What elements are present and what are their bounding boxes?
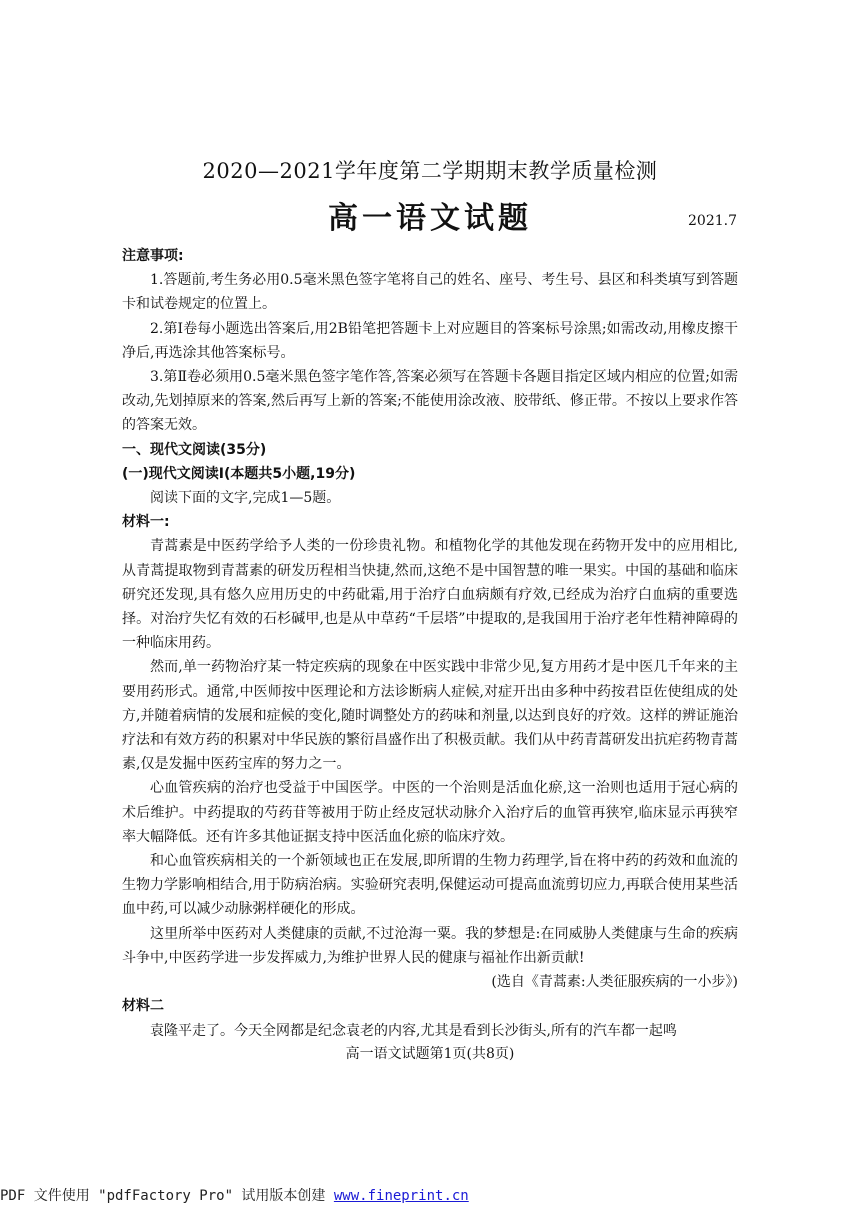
material1-source: (选自《青蒿素:人类征服疾病的一小步》) <box>491 974 738 991</box>
page-number: 高一语文试题第1页(共8页) <box>345 1046 515 1062</box>
notice-item: 2.第Ⅰ卷每小题选出答案后,用2B铅笔把答题卡上对应题目的答案标号涂黑;如需改动,用橡皮擦干净后,再选涂其他答案标号。 <box>122 320 738 361</box>
exam-title: 2020—2021学年度第二学期期末教学质量检测 <box>202 159 658 183</box>
material1-paragraph: 和心血管疾病相关的一个新领域也正在发展,即所谓的生物力药理学,旨在将中药的药效和血流的生物力学影响相结合,用于防病治病。实验研究表明,保健运动可提高血流剪切应力,再联合使用某些活血中药,可以减少动脉粥样硬化的形成。 <box>122 853 738 918</box>
pdf-watermark <box>0 1185 469 1205</box>
exam-subtitle: 高一语文试题 <box>328 201 532 236</box>
material2-label: 材料二 <box>122 998 164 1015</box>
material1-label: 材料一: <box>122 514 170 531</box>
section-sub-heading: (一)现代文阅读Ⅰ(本题共5小题,19分) <box>122 465 356 482</box>
material1-paragraph: 青蒿素是中医药学给予人类的一份珍贵礼物。和植物化学的其他发现在药物开发中的应用相比,从青蒿提取物到青蒿素的研发历程相当快捷,然而,这绝不是中国智慧的唯一果实。中国的基础和临床研究还发现,具有悠久应用历史的中药砒霜,用于治疗白血病颇有疗效,已经成为治疗白血病的重要选择。对治疗失忆有效的石杉碱甲,也是从中草药“千层塔”中提取的,是我国用于治疗老年性精神障碍的一种临床用药。 <box>122 538 738 652</box>
notice-item: 3.第Ⅱ卷必须用0.5毫米黑色签字笔作答,答案必须写在答题卡各题目指定区域内相应的位置;如需改动,先划掉原来的答案,然后再写上新的答案;不能使用涂改液、胶带纸、修正带。不按以上要求作答的答案无效。 <box>122 369 738 434</box>
material2-first-line: 袁隆平走了。今天全网都是纪念袁老的内容,尤其是看到长沙街头,所有的汽车都一起鸣 <box>150 1022 677 1039</box>
material1-paragraph: 这里所举中医药对人类健康的贡献,不过沧海一粟。我的梦想是:在同威胁人类健康与生命的疾病斗争中,中医药学进一步发挥威力,为维护世界人民的健康与福祉作出新贡献! <box>122 925 738 966</box>
notice-heading: 注意事项: <box>122 248 184 264</box>
exam-date: 2021.7 <box>688 213 737 229</box>
material1-paragraph: 心血管疾病的治疗也受益于中国医学。中医的一个治则是活血化瘀,这一治则也适用于冠心病的术后维护。中药提取的芍药苷等被用于防止经皮冠状动脉介入治疗后的血管再狭窄,临床显示再狭窄率大幅降低。还有许多其他证据支持中医活血化瘀的临床疗效。 <box>122 780 738 845</box>
watermark-link[interactable]: www.fineprint.cn <box>333 1188 469 1204</box>
section-heading: 一、现代文阅读(35分) <box>122 441 267 458</box>
material1-paragraph: 然而,单一药物治疗某一特定疾病的现象在中医实践中非常少见,复方用药才是中医几千年来的主要用药形式。通常,中医师按中医理论和方法诊断病人症候,对症开出由多种中药按君臣佐使组成的处方,并随着病情的发展和症候的变化,随时调整处方的药味和剂量,以达到良好的疗效。这样的辨证施治疗法和有效方药的积累对中华民族的繁衍昌盛作出了积极贡献。我们从中药青蒿研发出抗疟药物青蒿素,仅是发掘中医药宝库的努力之一。 <box>122 659 738 773</box>
notice-item: 1.答题前,考生务必用0.5毫米黑色签字笔将自己的姓名、座号、考生号、县区和科类填写到答题卡和试卷规定的位置上。 <box>122 272 738 313</box>
watermark-text: PDF 文件使用 "pdfFactory Pro" 试用版本创建 <box>0 1188 334 1204</box>
exam-content <box>122 244 738 1043</box>
section-instruction: 阅读下面的文字,完成1—5题。 <box>150 490 341 507</box>
